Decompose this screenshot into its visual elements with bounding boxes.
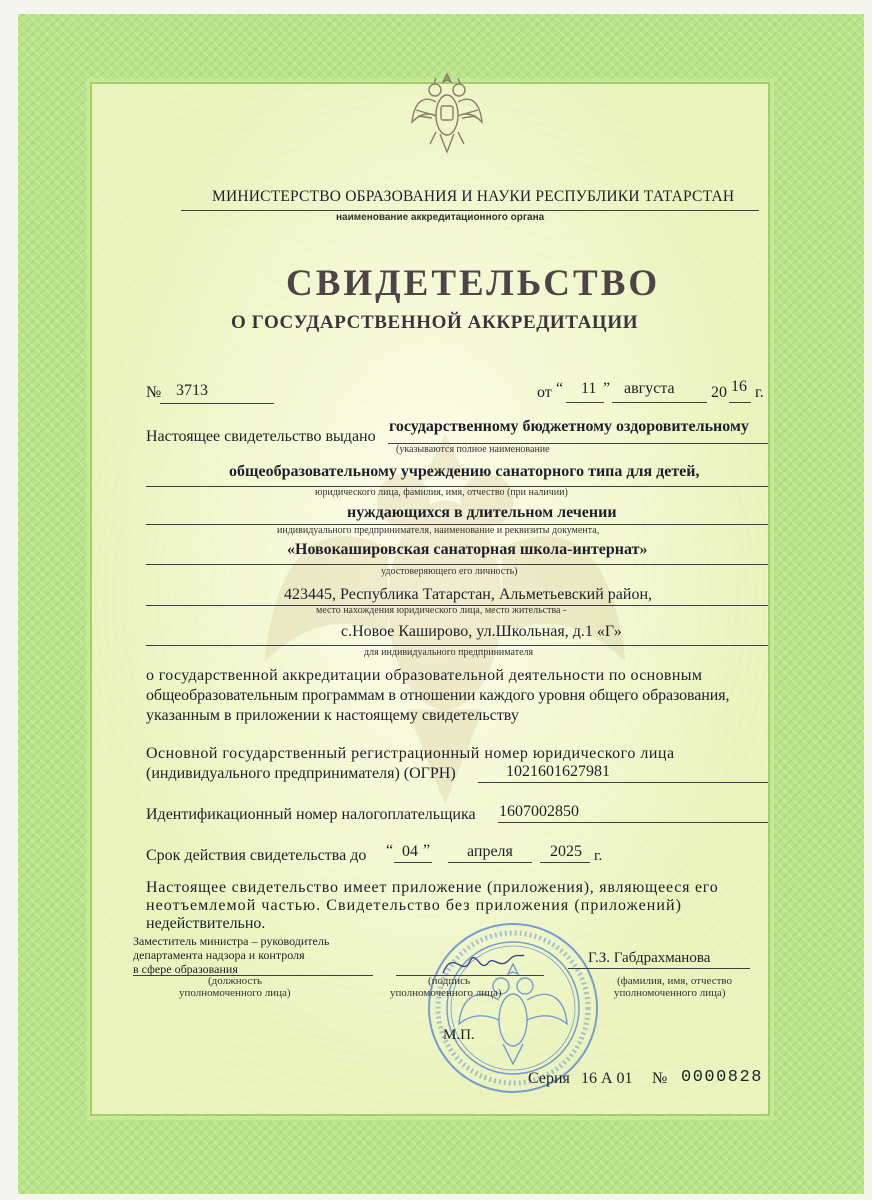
signer-name-caption2: уполномоченного лица) [614, 987, 726, 999]
date-year-underline [729, 402, 751, 403]
ogrn-underline [478, 782, 768, 783]
date-day: 11 [581, 380, 597, 397]
date-year-unit: г. [755, 384, 764, 401]
appendix-line3: недействительно. [146, 915, 266, 932]
signer-name-underline [568, 968, 750, 969]
issued-label: Настоящее свидетельство выдано [146, 428, 376, 445]
series-label: Серия [528, 1070, 570, 1087]
signature-caption1: (подпись [428, 975, 471, 987]
validity-open-quote: “ [386, 842, 394, 859]
validity-year-underline [540, 862, 590, 863]
series-value: 16 А 01 [581, 1070, 633, 1087]
signer-name: Г.З. Габдрахманова [588, 950, 711, 966]
address-caption2: для индивидуального предпринимателя [364, 647, 534, 658]
date-close-quote: ” [603, 380, 611, 397]
certificate-title: СВИДЕТЕЛЬСТВО [286, 263, 661, 304]
appendix-line1: Настоящее свидетельство имеет приложение (приложения), являющееся его [146, 879, 719, 896]
series-number: 0000828 [681, 1068, 763, 1087]
date-day-underline [566, 402, 604, 403]
issued-caption3: индивидуального предпринимателя, наименование и реквизиты документа, [277, 525, 600, 536]
appendix-line2: неотъемлемой частью. Свидетельство без приложения (приложений) [146, 897, 682, 914]
date-year-suffix: 16 [731, 378, 747, 395]
issued-name-line1: государственному бюджетному оздоровительному [389, 418, 749, 435]
validity-close-quote: ” [423, 842, 431, 859]
position-caption2: уполномоченного лица) [179, 987, 291, 999]
validity-month: апреля [467, 843, 513, 860]
inn-underline [498, 822, 768, 823]
issued-caption4: удостоверяющего его личность) [381, 566, 518, 577]
issued-name-line4: «Новокашировская санаторная школа-интернат» [287, 541, 648, 558]
issued-underline4 [146, 564, 768, 565]
accreditation-text-line2: общеобразовательным программам в отношении каждого уровня общего образования, [146, 687, 730, 704]
validity-unit: г. [594, 848, 603, 864]
accreditation-text-line3: указанным в приложении к настоящему свидетельству [146, 707, 519, 724]
authority-underline [181, 210, 759, 211]
issued-name-line2: общеобразовательному учреждению санаторного типа для детей, [229, 463, 700, 480]
validity-month-underline [448, 862, 532, 863]
date-month: августа [624, 380, 675, 397]
date-open-quote: “ [556, 380, 564, 397]
signature-caption2: уполномоченного лица) [390, 987, 502, 999]
number-label: № [146, 384, 162, 401]
issued-caption1: (указываются полное наименование [396, 444, 550, 455]
ogrn-label-line1: Основной государственный регистрационный номер юридического лица [146, 745, 675, 762]
inn-value: 1607002850 [499, 803, 579, 820]
ogrn-value: 1021601627981 [506, 763, 610, 780]
certificate-number: 3713 [176, 382, 208, 399]
signer-position-line2: департамента надзора и контроля [133, 948, 305, 962]
signer-position-line3: в сфере образования [133, 962, 238, 976]
signer-name-caption1: (фамилия, имя, отчество [617, 975, 733, 987]
authority-caption: наименование аккредитационного органа [336, 212, 545, 223]
number-underline [160, 403, 274, 404]
ogrn-label-line2: (индивидуального предпринимателя) (ОГРН) [146, 765, 456, 782]
signer-position-line1: Заместитель министра – руководитель [133, 934, 330, 948]
authority-name: МИНИСТЕРСТВО ОБРАЗОВАНИЯ И НАУКИ РЕСПУБЛИКИ ТАТАРСТАН [212, 188, 735, 205]
address-line1: 423445, Республика Татарстан, Альметьевский район, [284, 586, 653, 603]
date-month-underline [612, 402, 707, 403]
series-number-label: № [652, 1070, 668, 1087]
coat-of-arms-icon [410, 70, 484, 156]
accreditation-text-line1: о государственной аккредитации образовательной деятельности по основным [146, 667, 703, 684]
validity-year: 2025 [550, 843, 582, 860]
certificate-subtitle: О ГОСУДАРСТВЕННОЙ АККРЕДИТАЦИИ [231, 312, 639, 333]
position-caption1: (должность [208, 975, 263, 987]
validity-label: Срок действия свидетельства до [146, 847, 367, 864]
issued-name-line3: нуждающихся в длительном лечении [347, 504, 617, 521]
date-prefix: от [537, 384, 552, 401]
validity-day-underline [394, 862, 432, 863]
validity-day: 04 [402, 843, 418, 860]
address-underline2 [146, 645, 768, 646]
date-year-prefix: 20 [711, 384, 727, 401]
seal-place-label: М.П. [443, 1027, 475, 1043]
inn-label: Идентификационный номер налогоплательщика [146, 806, 476, 823]
address-caption1: место нахождения юридического лица, место жительства - [316, 605, 567, 616]
issued-caption2: юридического лица, фамилия, имя, отчество (при наличии) [315, 487, 568, 498]
address-line2: с.Новое Каширово, ул.Школьная, д.1 «Г» [341, 623, 622, 640]
